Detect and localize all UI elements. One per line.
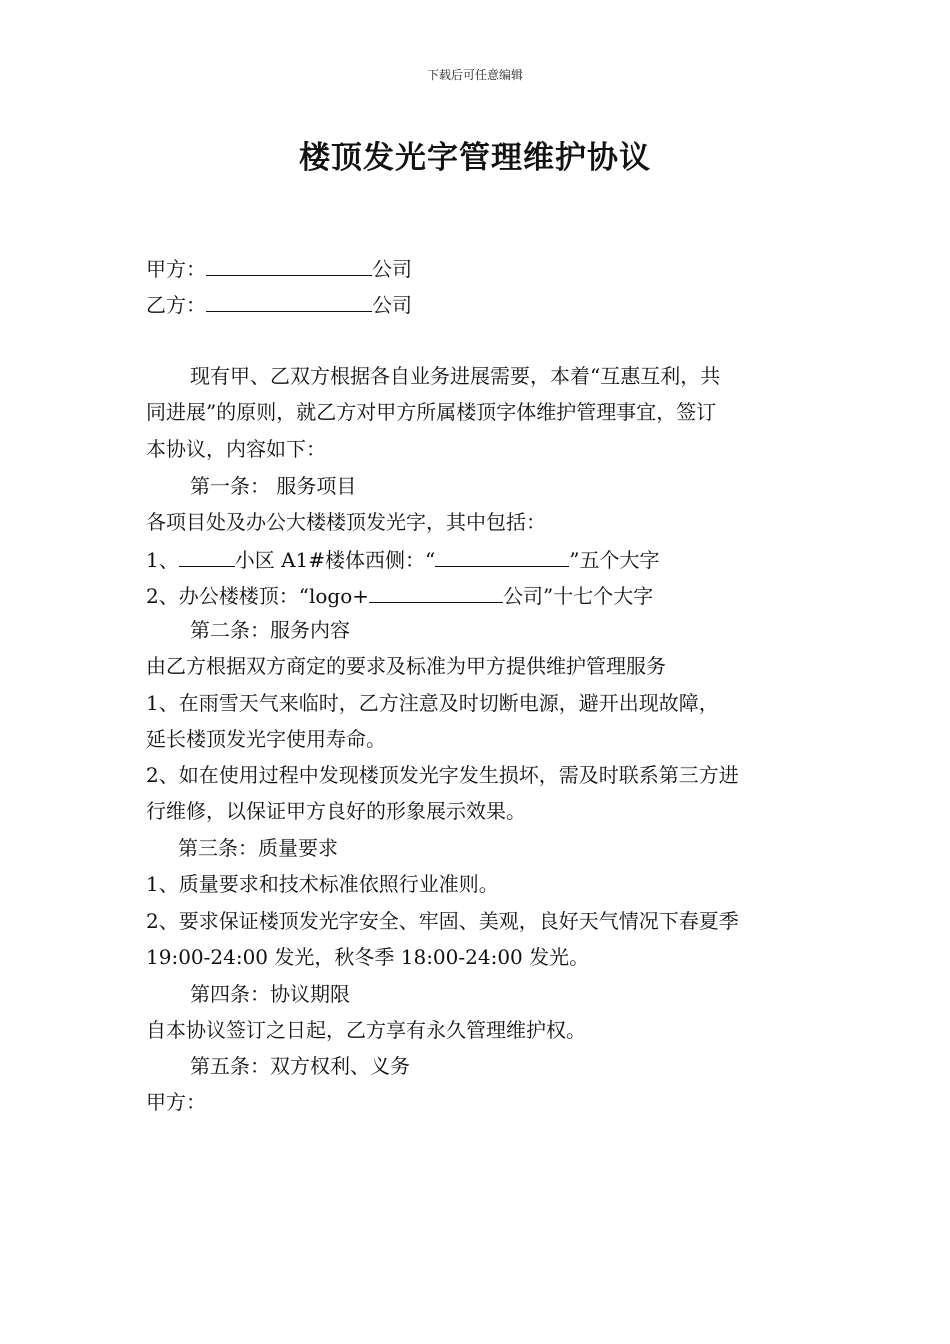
article4-heading: 第四条：协议期限 (190, 982, 350, 1006)
article5-heading: 第五条：双方权利、义务 (190, 1054, 410, 1078)
article3-line-3: 19:00-24:00 发光，秋冬季 18:00-24:00 发光。 (146, 945, 590, 969)
article5-line-1: 甲方： (146, 1090, 206, 1114)
item2-blank (369, 582, 503, 603)
item1-suffix: ”五个大字 (569, 548, 660, 572)
party-b-line (146, 291, 412, 317)
article2-line-5: 行维修，以保证甲方良好的形象展示效果。 (146, 799, 526, 823)
party-b-suffix: 公司 (372, 293, 412, 317)
header-note: 下载后可任意编辑 (426, 68, 523, 82)
article3-line-1: 1、质量要求和技术标准依照行业准则。 (146, 872, 499, 896)
article2-line-3: 延长楼顶发光字使用寿命。 (146, 727, 386, 751)
item1-prefix: 1、 (146, 548, 179, 572)
intro-line-1: 现有甲、乙双方根据各自业务进展需要，本着“互惠互利，共 (190, 364, 721, 388)
party-a-label: 甲方： (146, 257, 206, 281)
intro-line-2: 同进展”的原则，就乙方对甲方所属楼顶字体维护管理事宜，签订 (146, 400, 717, 424)
intro-line-3: 本协议，内容如下： (146, 437, 326, 461)
item2-prefix: 2、办公楼楼顶：“logo+ (146, 584, 369, 608)
document-title: 楼顶发光字管理维护协议 (299, 140, 651, 176)
party-b-label: 乙方： (146, 293, 206, 317)
article1-item2 (146, 582, 653, 608)
article3-line-2: 2、要求保证楼顶发光字安全、牢固、美观，良好天气情况下春夏季 (146, 909, 739, 933)
article1-heading: 第一条： 服务项目 (190, 474, 357, 498)
party-a-line (146, 255, 412, 281)
article1-item1 (146, 546, 659, 572)
article2-line-1: 由乙方根据双方商定的要求及标准为甲方提供维护管理服务 (146, 654, 666, 678)
item1-blank-long (435, 546, 569, 567)
party-a-suffix: 公司 (372, 257, 412, 281)
article3-heading: 第三条：质量要求 (178, 836, 338, 860)
item1-mid: 小区 A1#楼体西侧：“ (234, 548, 436, 572)
article2-line-4: 2、如在使用过程中发现楼顶发光字发生损坏，需及时联系第三方进 (146, 763, 739, 787)
article4-line-1: 自本协议签订之日起，乙方享有永久管理维护权。 (146, 1018, 586, 1042)
article2-heading: 第二条：服务内容 (190, 618, 350, 642)
article2-line-2: 1、在雨雪天气来临时，乙方注意及时切断电源，避开出现故障， (146, 691, 719, 715)
item1-blank-short (179, 546, 235, 567)
article1-lead: 各项目处及办公大楼楼顶发光字，其中包括： (146, 510, 546, 534)
party-b-blank (206, 291, 372, 312)
item2-suffix: 公司”十七个大字 (503, 584, 654, 608)
party-a-blank (206, 255, 372, 276)
